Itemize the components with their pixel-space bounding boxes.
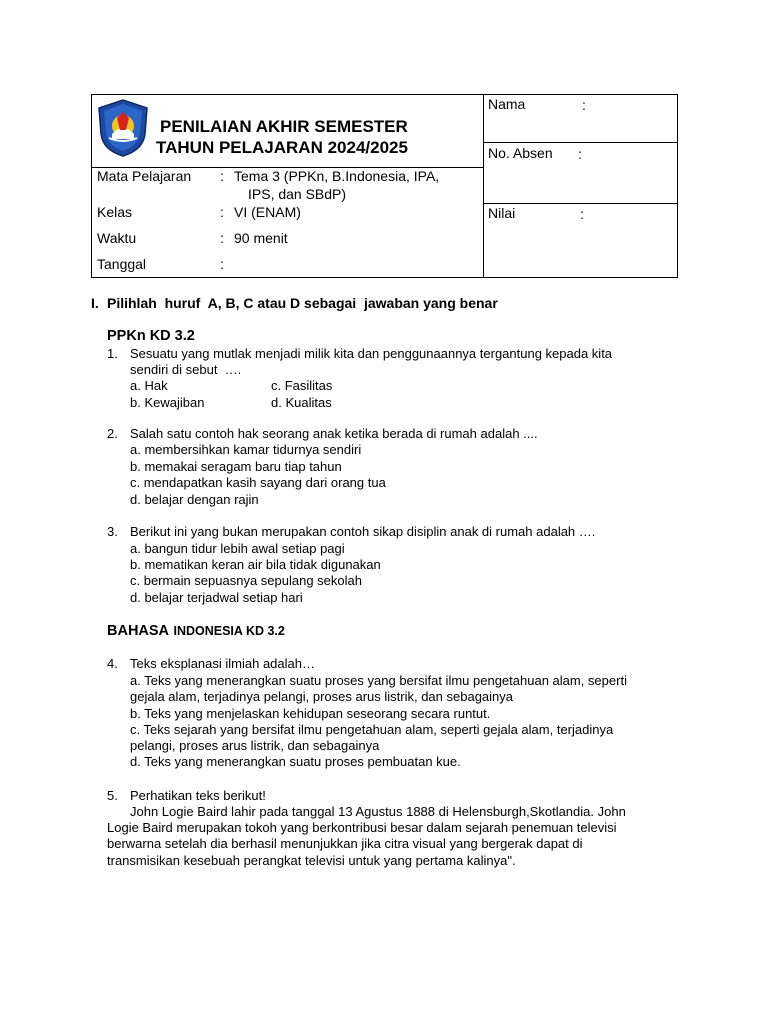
- exam-title-line2: TAHUN PELAJARAN 2024/2025: [156, 138, 408, 157]
- question-1-text: Sesuatu yang mutlak menjadi milik kita dan penggunaannya tergantung kepada kita: [130, 346, 613, 361]
- field-label-date: Tanggal: [97, 256, 147, 272]
- question-number: 2.: [107, 426, 118, 441]
- header-divider: [483, 95, 484, 277]
- field-colon: :: [220, 204, 224, 220]
- field-label-subject: Mata Pelajaran: [97, 168, 192, 184]
- option-b[interactable]: b. Kewajiban: [130, 395, 205, 410]
- option-d[interactable]: d. belajar dengan rajin: [130, 492, 259, 507]
- option-a[interactable]: a. Hak: [130, 378, 168, 393]
- bahasa-heading: [107, 622, 285, 640]
- field-colon: :: [580, 206, 584, 222]
- header-table: [91, 94, 678, 278]
- option-c[interactable]: c. Fasilitas: [271, 378, 333, 393]
- option-c[interactable]: c. Teks sejarah yang bersifat ilmu pengetahuan alam, seperti gejala alam, terjadinya: [130, 722, 614, 737]
- field-value-subject: Tema 3 (PPKn, B.Indonesia, IPA,: [234, 168, 440, 184]
- passage-line: transmisikan kesebuah perangkat televisi untuk yang pertama kalinya".: [107, 853, 516, 868]
- question-4-text: Teks eksplanasi ilmiah adalah…: [130, 656, 315, 671]
- passage-line: Logie Baird merupakan tokoh yang berkontribusi besar dalam sejarah penemuan televisi: [107, 820, 617, 835]
- field-value-subject-cont: IPS, dan SBdP): [248, 186, 347, 202]
- section-instruction: Pilihlah huruf A, B, C atau D sebagai jawaban yang benar: [107, 295, 498, 311]
- option-b[interactable]: b. mematikan keran air bila tidak digunakan: [130, 557, 381, 572]
- question-2-text: Salah satu contoh hak seorang anak ketika berada di rumah adalah ....: [130, 426, 538, 441]
- option-d[interactable]: d. Kualitas: [271, 395, 332, 410]
- field-label-class: Kelas: [97, 204, 133, 220]
- field-colon: :: [220, 168, 224, 184]
- option-a-cont: gejala alam, terjadinya pelangi, proses arus listrik, dan sebagainya: [130, 689, 513, 704]
- passage-line: John Logie Baird lahir pada tanggal 13 Agustus 1888 di Helensburgh,Skotlandia. John: [130, 804, 626, 819]
- field-colon: :: [220, 230, 224, 246]
- right-divider-1: [483, 142, 678, 143]
- question-number: 5.: [107, 788, 118, 803]
- option-c-cont: pelangi, proses arus listrik, dan sebagainya: [130, 738, 380, 753]
- tut-wuri-handayani-logo: [95, 98, 151, 158]
- field-label-name: Nama: [488, 96, 526, 112]
- section-number: I.: [91, 295, 99, 311]
- bahasa-heading-big: BAHASA: [107, 623, 170, 639]
- question-3-text: Berikut ini yang bukan merupakan contoh sikap disiplin anak di rumah adalah ….: [130, 524, 596, 539]
- right-divider-2: [483, 203, 678, 204]
- question-5-text: Perhatikan teks berikut!: [130, 788, 266, 803]
- exam-title-line1: PENILAIAN AKHIR SEMESTER: [160, 117, 408, 136]
- field-colon: :: [582, 97, 586, 113]
- option-b[interactable]: b. memakai seragam baru tiap tahun: [130, 459, 342, 474]
- option-b[interactable]: b. Teks yang menjelaskan kehidupan seseorang secara runtut.: [130, 706, 491, 721]
- option-a[interactable]: a. membersihkan kamar tidurnya sendiri: [130, 442, 362, 457]
- field-label-absen: No. Absen: [488, 145, 553, 161]
- option-c[interactable]: c. bermain sepuasnya sepulang sekolah: [130, 573, 362, 588]
- question-1-text-cont: sendiri di sebut ….: [130, 362, 242, 377]
- option-c[interactable]: c. mendapatkan kasih sayang dari orang tua: [130, 475, 386, 490]
- field-value-class: VI (ENAM): [234, 204, 301, 220]
- question-number: 3.: [107, 524, 118, 539]
- option-d[interactable]: d. belajar terjadwal setiap hari: [130, 590, 303, 605]
- field-label-score: Nilai: [488, 205, 516, 221]
- option-d[interactable]: d. Teks yang menerangkan suatu proses pembuatan kue.: [130, 754, 461, 769]
- field-colon: :: [220, 256, 224, 272]
- bahasa-heading-small: INDONESIA KD 3.2: [173, 624, 285, 638]
- option-a[interactable]: a. Teks yang menerangkan suatu proses yang bersifat ilmu pengetahuan alam, seperti: [130, 673, 627, 688]
- passage-line: berwarna setelah dia berhasil menunjukkan jika citra visual yang bergerak dapat di: [107, 836, 583, 851]
- field-colon: :: [578, 146, 582, 162]
- ppkn-heading: PPKn KD 3.2: [107, 328, 195, 344]
- field-value-time: 90 menit: [234, 230, 288, 246]
- field-label-time: Waktu: [97, 230, 137, 246]
- question-number: 4.: [107, 656, 118, 671]
- option-a[interactable]: a. bangun tidur lebih awal setiap pagi: [130, 541, 345, 556]
- question-number: 1.: [107, 346, 118, 361]
